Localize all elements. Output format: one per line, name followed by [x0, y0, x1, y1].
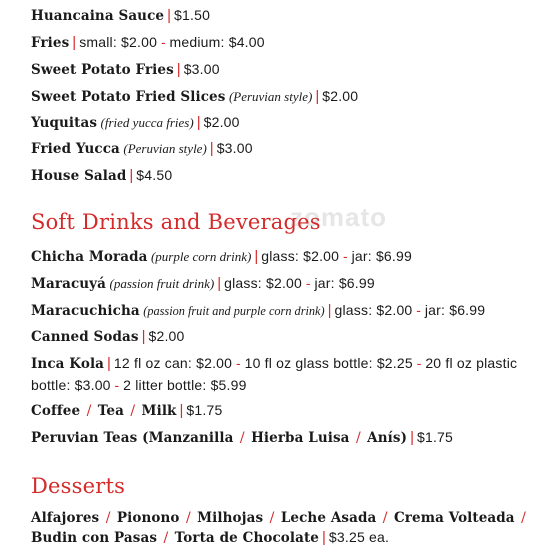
item-name: Yuquitas: [31, 115, 98, 131]
divider: |: [209, 140, 214, 157]
item-price-glass-bottle: 10 fl oz glass bottle: $2.25: [244, 355, 413, 371]
section-heading-desserts: Desserts: [31, 474, 126, 498]
item-description: (Peruvian style): [123, 141, 207, 156]
item-description: (Peruvian style): [228, 89, 313, 104]
item-name: Fried Yucca: [31, 141, 120, 157]
slash-divider: /: [82, 403, 96, 419]
slash-divider: /: [235, 430, 250, 446]
item-name: Maracuyá: [31, 276, 106, 292]
slash-divider: /: [101, 510, 115, 526]
item-name-hierba-luisa: Hierba Luisa: [251, 430, 350, 446]
item-price: $2.00: [148, 328, 185, 344]
item-description: (passion fruit and purple corn drink): [143, 304, 325, 318]
item-price-small: small: $2.00: [79, 34, 158, 50]
item-name: Inca Kola: [31, 356, 105, 372]
item-name-anis: Anís: [367, 430, 401, 446]
item-name: Chicha Morada: [31, 249, 148, 265]
slash-divider: /: [181, 510, 196, 526]
item-name: House Salad: [31, 168, 127, 184]
menu-item-sweet-potato-fries: [31, 59, 540, 81]
divider: |: [167, 7, 172, 24]
item-name-coffee: Coffee: [31, 403, 81, 419]
divider: |: [410, 429, 414, 446]
item-price: $3.25 ea.: [328, 529, 390, 545]
dash-divider: -: [339, 248, 352, 264]
slash-divider: /: [159, 530, 173, 546]
divider: |: [217, 275, 222, 292]
menu-item-sweet-potato-fried-slices: [31, 86, 540, 108]
item-name: Canned Sodas: [31, 329, 139, 345]
item-price-glass: glass: $2.00: [224, 275, 303, 291]
dash-divider: -: [412, 355, 426, 371]
divider: |: [107, 355, 111, 372]
item-description: (passion fruit drink): [109, 276, 215, 291]
menu-item-coffee-tea-milk: [31, 400, 540, 422]
item-price: $2.00: [203, 114, 240, 130]
item-name-alfajores: Alfajores: [31, 510, 100, 526]
item-price-can: 12 fl oz can: $2.00: [113, 355, 233, 371]
menu-item-house-salad: [31, 165, 540, 187]
slash-divider: /: [125, 403, 140, 419]
menu-item-yuquitas: [31, 112, 540, 134]
item-price-medium: medium: $4.00: [169, 34, 265, 50]
item-price-jar: jar: $6.99: [424, 302, 486, 318]
dash-divider: -: [412, 302, 425, 318]
menu-item-inca-kola: [31, 353, 521, 397]
slash-divider: /: [265, 510, 279, 526]
item-price-plastic-bottle: 20 fl oz plastic bottle: $3.00: [31, 355, 518, 393]
item-description: (purple corn drink): [150, 249, 252, 264]
divider: |: [196, 114, 201, 131]
item-price-jar: jar: $6.99: [351, 248, 412, 264]
item-price-jar: jar: $6.99: [314, 275, 375, 291]
divider: |: [129, 167, 134, 184]
item-name-crema-volteada: Crema Volteada: [393, 510, 515, 526]
menu-item-fried-yucca: [31, 138, 540, 160]
dash-divider: -: [232, 355, 245, 371]
dash-divider: -: [302, 275, 315, 291]
item-name: Fries: [31, 35, 70, 51]
item-price: $4.50: [136, 167, 173, 183]
divider: |: [72, 34, 77, 51]
divider: |: [176, 61, 181, 78]
item-name-leche-asada: Leche Asada: [280, 510, 377, 526]
item-name-tea: Tea: [97, 403, 124, 419]
menu-item-desserts-line-2: [31, 527, 540, 549]
item-name-prefix: Peruvian Teas (: [31, 430, 149, 446]
item-name-manzanilla: Manzanilla: [148, 430, 234, 446]
item-name: Huancaina Sauce: [31, 8, 165, 24]
slash-divider: /: [351, 430, 366, 446]
divider: |: [315, 88, 320, 105]
item-name-milhojas: Milhojas: [197, 510, 264, 526]
item-price: $1.75: [186, 402, 223, 418]
item-price: $1.50: [174, 7, 211, 23]
zomato-watermark: zomato: [290, 202, 387, 232]
item-name-suffix: ): [400, 430, 408, 446]
dash-divider: -: [110, 377, 124, 393]
menu-item-huancaina-sauce: [31, 5, 540, 27]
item-name-pionono: Pionono: [116, 510, 180, 526]
divider: |: [141, 328, 146, 345]
item-price: $3.00: [216, 140, 253, 156]
slash-divider: /: [378, 510, 392, 526]
item-price-glass: glass: $2.00: [261, 248, 340, 264]
item-name-milk: Milk: [141, 403, 177, 419]
item-name-budin-con-pasas: Budin con Pasas: [31, 530, 158, 546]
divider: |: [179, 402, 184, 419]
item-name: Maracuchicha: [31, 303, 140, 319]
menu-item-canned-sodas: [31, 326, 540, 348]
menu-item-maracuchicha: [31, 300, 546, 322]
item-price: $2.00: [322, 88, 359, 104]
section-heading-soft-drinks: Soft Drinks and Beverages: [31, 210, 321, 234]
item-price-glass: glass: $2.00: [334, 302, 413, 318]
item-price: $3.00: [183, 61, 220, 77]
item-name: Sweet Potato Fries: [31, 62, 174, 78]
item-description: (fried yucca fries): [100, 115, 194, 130]
item-price: $1.75: [416, 429, 454, 445]
item-price-litter-bottle: 2 litter bottle: $5.99: [123, 377, 247, 393]
menu-item-maracuya: [31, 273, 540, 295]
slash-divider: /: [516, 510, 526, 526]
menu-item-chicha-morada: [31, 246, 540, 268]
menu-item-desserts-line-1: [31, 508, 540, 529]
dash-divider: -: [157, 34, 170, 50]
divider: |: [322, 529, 326, 546]
divider: |: [327, 302, 332, 319]
item-name-torta-de-chocolate: Torta de Chocolate: [174, 530, 319, 546]
divider: |: [254, 248, 259, 265]
menu-item-fries: [31, 32, 540, 54]
menu-item-peruvian-teas: [31, 427, 540, 449]
item-name: Sweet Potato Fried Slices: [31, 89, 226, 105]
